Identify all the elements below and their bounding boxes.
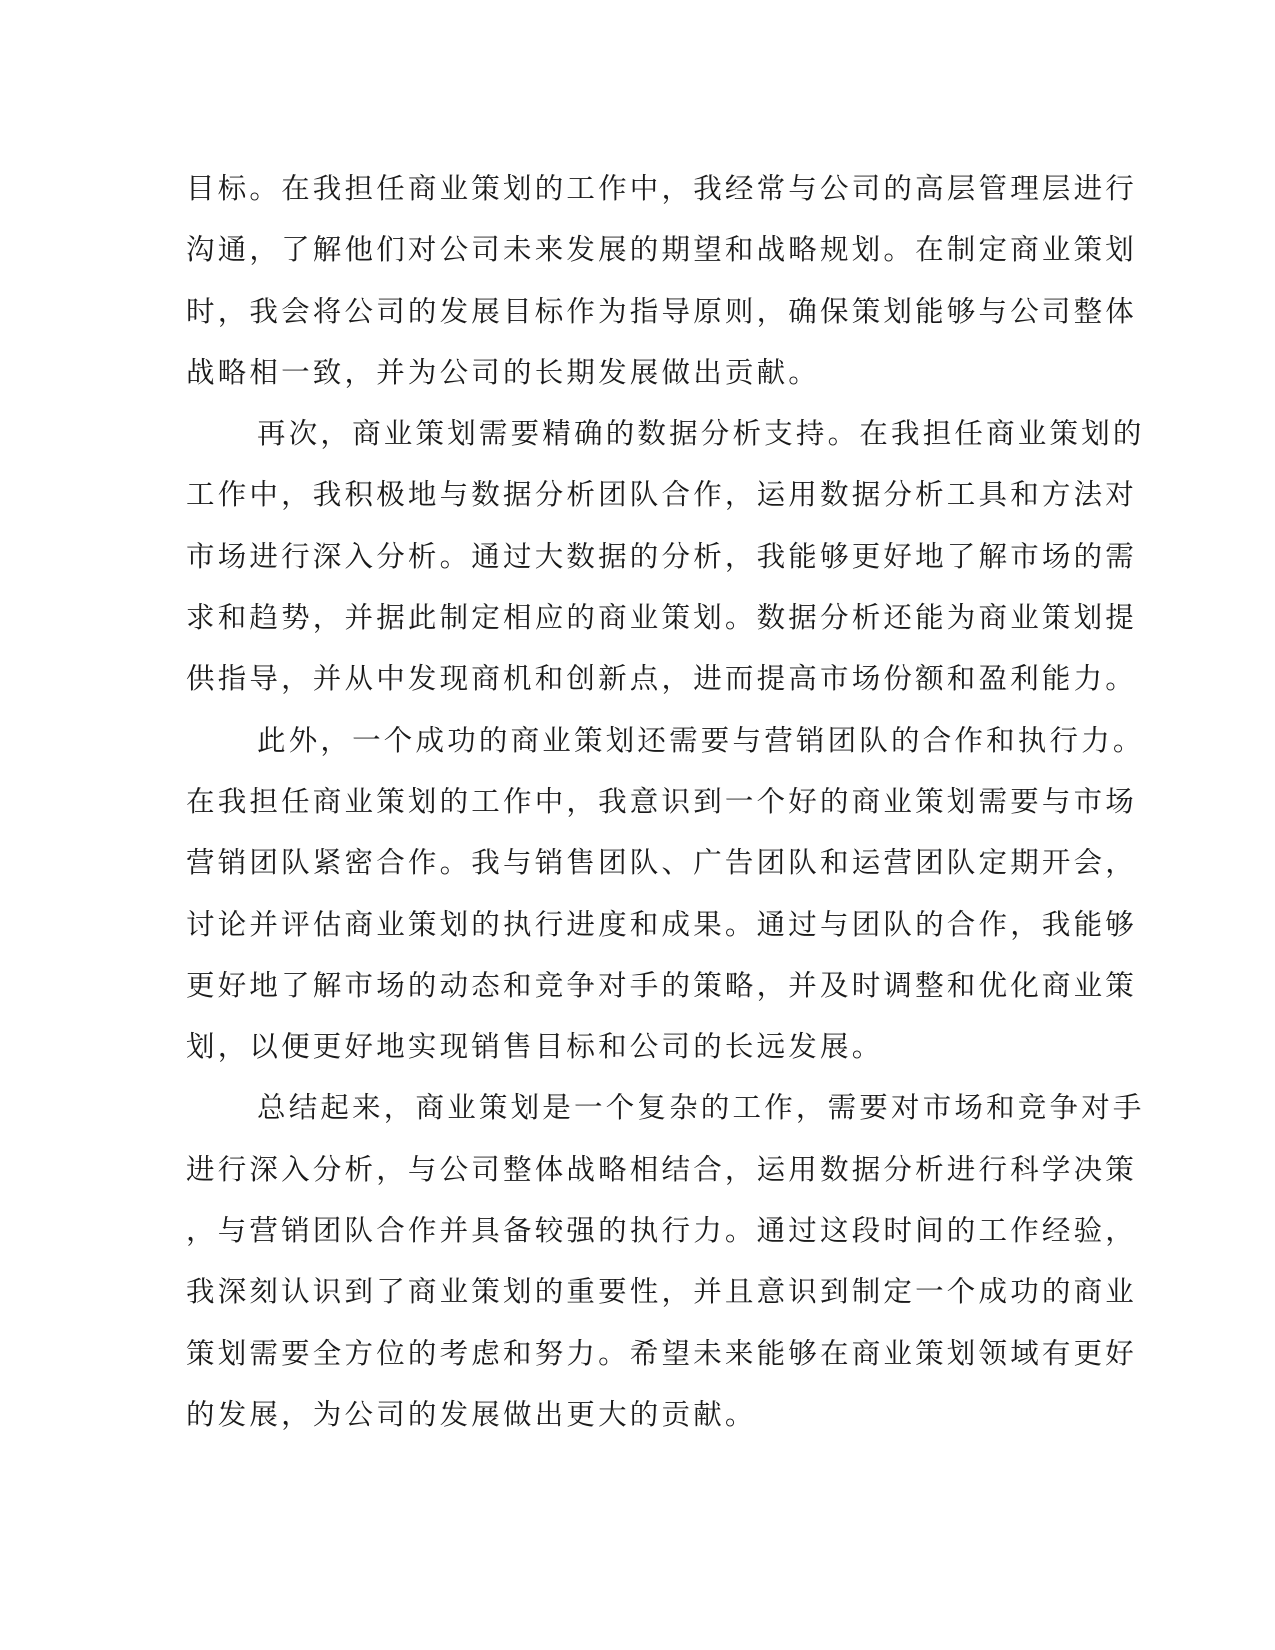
text-line: 我深刻认识到了商业策划的重要性，并且意识到制定一个成功的商业 bbox=[186, 1275, 1138, 1309]
text-line: 目标。在我担任商业策划的工作中，我经常与公司的高层管理层进行 bbox=[186, 172, 1138, 205]
text-line: 工作中，我积极地与数据分析团队合作，运用数据分析工具和方法对 bbox=[186, 478, 1138, 512]
text-line: 战略相一致，并为公司的长期发展做出贡献。 bbox=[186, 355, 821, 389]
text-line: 进行深入分析，与公司整体战略相结合，运用数据分析进行科学决策 bbox=[186, 1152, 1138, 1186]
text-line: 在我担任商业策划的工作中，我意识到一个好的商业策划需要与市场 bbox=[186, 784, 1138, 818]
paragraph-3 bbox=[186, 710, 1145, 1078]
text-line: 沟通，了解他们对公司未来发展的期望和战略规划。在制定商业策划 bbox=[186, 233, 1138, 267]
text-line: 求和趋势，并据此制定相应的商业策划。数据分析还能为商业策划提 bbox=[186, 601, 1138, 635]
paragraph-1 bbox=[186, 158, 1138, 403]
text-line: 营销团队紧密合作。我与销售团队、广告团队和运营团队定期开会， bbox=[186, 846, 1138, 880]
document-body bbox=[186, 158, 1145, 1445]
text-line: 的发展，为公司的发展做出更大的贡献。 bbox=[186, 1397, 757, 1431]
text-line: 再次，商业策划需要精确的数据分析支持。在我担任商业策划的 bbox=[257, 417, 1145, 451]
text-line: 总结起来，商业策划是一个复杂的工作，需要对市场和竞争对手 bbox=[257, 1091, 1145, 1125]
text-line: 时，我会将公司的发展目标作为指导原则，确保策划能够与公司整体 bbox=[186, 294, 1138, 328]
text-line: 策划需要全方位的考虑和努力。希望未来能够在商业策划领域有更好 bbox=[186, 1336, 1138, 1370]
text-line: 划，以便更好地实现销售目标和公司的长远发展。 bbox=[186, 1030, 884, 1064]
text-line: 供指导，并从中发现商机和创新点，进而提高市场份额和盈利能力。 bbox=[186, 662, 1138, 696]
text-line: 此外，一个成功的商业策划还需要与营销团队的合作和执行力。 bbox=[257, 723, 1145, 757]
text-line: 市场进行深入分析。通过大数据的分析，我能够更好地了解市场的需 bbox=[186, 539, 1138, 573]
text-line: ，与营销团队合作并具备较强的执行力。通过这段时间的工作经验， bbox=[186, 1214, 1138, 1248]
paragraph-2 bbox=[186, 403, 1145, 709]
paragraph-4 bbox=[186, 1077, 1145, 1445]
text-line: 讨论并评估商业策划的执行进度和成果。通过与团队的合作，我能够 bbox=[186, 907, 1138, 941]
text-line: 更好地了解市场的动态和竞争对手的策略，并及时调整和优化商业策 bbox=[186, 968, 1138, 1002]
